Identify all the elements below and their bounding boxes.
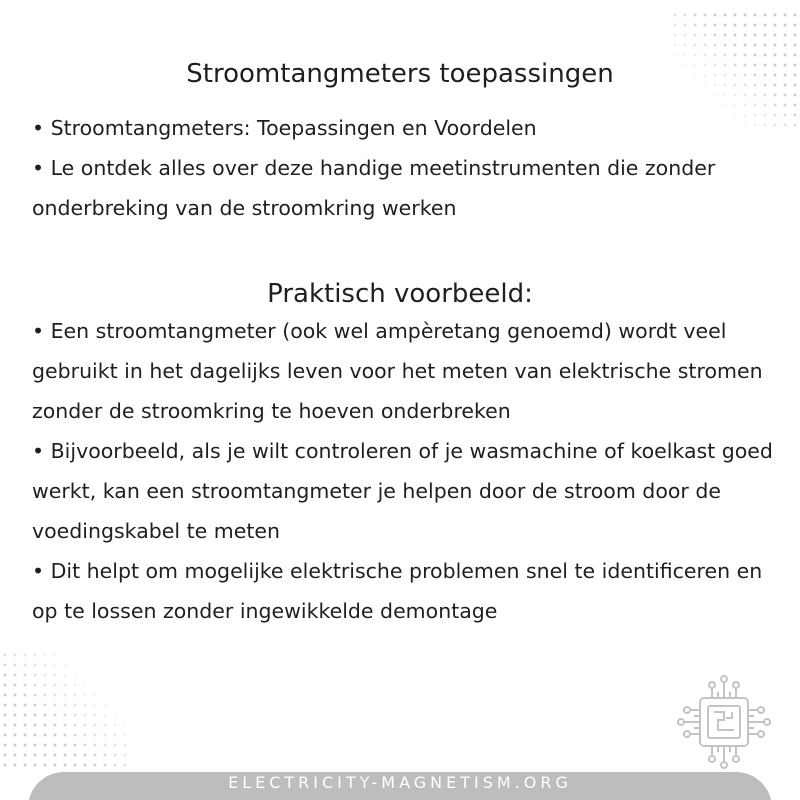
example-list — [32, 311, 777, 631]
section-heading: Praktisch voorbeeld: — [267, 278, 533, 309]
intro-item: • Stroomtangmeters: Toepassingen en Voordelen — [32, 116, 537, 140]
example-item: • Bijvoorbeeld, als je wilt controleren of je wasmachine of koelkast goed werkt, kan een stroomtangmeter je helpen door de stroom door de voedingskabel te meten — [32, 439, 773, 543]
decorative-dot-pattern — [0, 650, 130, 770]
example-item: • Een stroomtangmeter (ook wel ampèretang genoemd) wordt veel gebruikt in het dagelijks leven voor het meten van elektrische stromen zonder de stroomkring te hoeven onderbreken — [32, 319, 763, 423]
footer-website: ELECTRICITY-MAGNETISM.ORG — [228, 773, 572, 792]
intro-item: • Le ontdek alles over deze handige meetinstrumenten die zonder onderbreking van de stroomkring werken — [32, 156, 716, 220]
example-item: • Dit helpt om mogelijke elektrische problemen snel te identificeren en op te lossen zonder ingewikkelde demontage — [32, 559, 763, 623]
circuit-chip-icon — [674, 672, 774, 772]
intro-list — [32, 108, 777, 228]
page-title: Stroomtangmeters toepassingen — [186, 59, 614, 90]
